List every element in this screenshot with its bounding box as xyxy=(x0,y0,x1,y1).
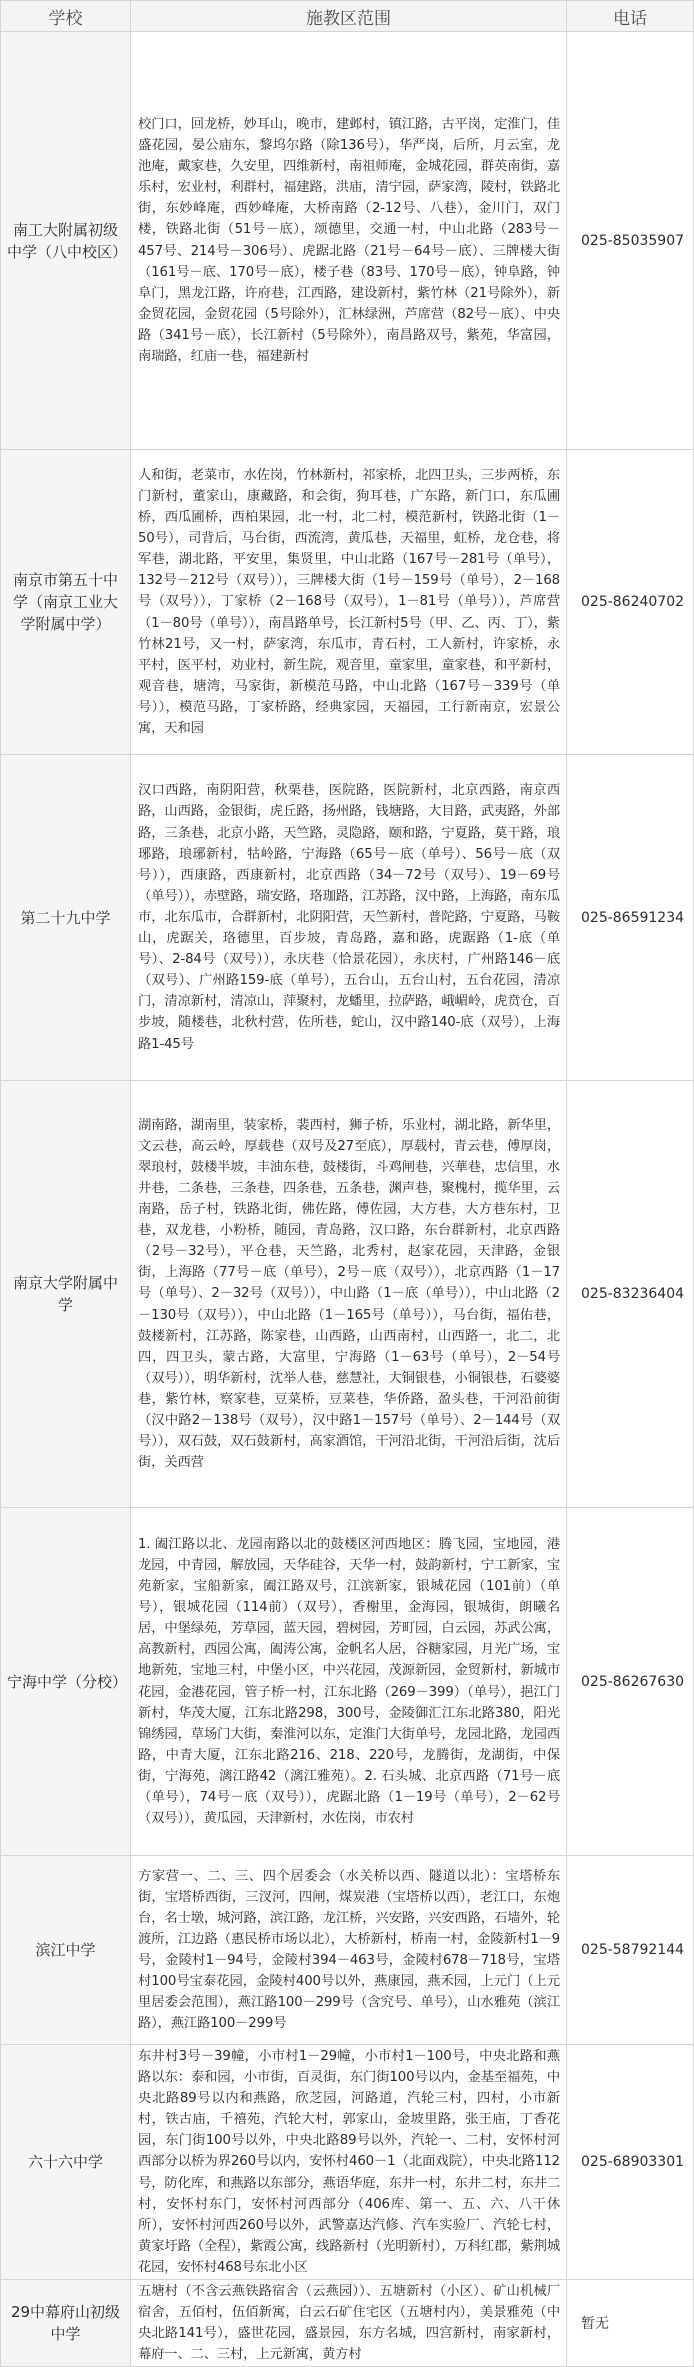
table-row xyxy=(1,450,694,755)
school-name: 南京大学附属中学 xyxy=(1,1081,131,1508)
header-area: 施教区范围 xyxy=(131,1,567,32)
table-row xyxy=(1,2045,694,2280)
district-range: 1. 阖江路以北、龙园南路以北的鼓楼区河西地区：腾飞园，宝地园，港龙园，中青园，解放园，天华硅谷，天华一村，鼓韵新村，宁工新家，宝苑新家，宝船新家，阖江路双号，江滨新家，银城花园（101前）（单号），银城花园（114前）（双号），香榭里，金海园，银城街，朗曦名居，中堡绿苑，芳草园，蓝天园，碧树园，芳町园，白云园，苏武公寓，高教新村，西园公寓，阖涛公寓，金帆名人居，谷糖家园，月光广场，宝地新苑，宝地三村，中堡小区，中兴花园，茂源新园，金贸新村，新城市花园，金港花园，管子桥一村，江东北路（269－399）（单号），挹江门新村，华茂大厦，江东北路298，300号，金陵御汇江东北路380，阳光锦绣园，草场门大街，秦淮河以东，定淮门大街单号，龙园北路，龙园西路，中青大厦，江东北路216、218、220号，龙腾街，龙湖街，中保街，宁海苑，漓江路42（漓江雅苑）。2. 石头城、北京西路（71号－底（单号），74号－底（双号）），虎踞北路（1－19号（单号），2－62号（双号）），黄瓜园，天津新村，水佐岗，市农村 xyxy=(131,1508,567,1856)
table-row xyxy=(1,32,694,450)
header-row xyxy=(1,1,694,32)
phone-number: 025-85035907 xyxy=(567,32,694,450)
district-range: 人和街，老菜市，水佐岗，竹林新村，祁家桥，北四卫头，三步两桥，东门新村，董家山，康藏路，和会街，狗耳巷，广东路，新门口，东瓜圃桥，西瓜圃桥，西柏果园，北一村，北二村，模范新村，铁路北街（1－50号），司背后，马台街，西流湾，黄瓜巷，天福里，虹桥，龙仓巷，将军巷，湖北路，平安里，集贤里，中山北路（167号－281号（单号），132号－212号（双号）），三牌楼大街（1号－159号（单号），2－168号（双号）），丁家桥（2－168号（双号），1－81号（单号）），芦席营（1－80号（单号）），南昌路单号，长江新村5号（甲、乙、丙、丁），紫竹林21号，又一村，萨家湾，东瓜市，青石村，工人新村，许家桥，永平村，医平村，劝业村，新生院，观音里，童家里，童家巷，和平新村，观音巷，塘湾，马家街，新模范马路，中山北路（167号－339号（单号）），模范马路，丁家桥路，经典家园，天福园，工行新南京，宏景公寓，天和园 xyxy=(131,450,567,755)
school-name: 滨江中学 xyxy=(1,1856,131,2045)
district-range: 五塘村（不含云燕铁路宿舍（云燕园））、五塘新村（小区）、矿山机械厂宿舍，五佰村，伍佰新寓，白云石矿住宅区（五塘村内），美景雅苑（中央北路141号），盛世花园，盛景园，东方名城，四宫新村，南家新村，幕府一、二、三村，上元新寓，黄方村 xyxy=(131,2280,567,2367)
phone-number: 025-83236404 xyxy=(567,1081,694,1508)
school-name: 南京市第五十中学（南京工业大学附属中学） xyxy=(1,450,131,755)
phone-number: 025-86591234 xyxy=(567,755,694,1081)
phone-number: 暂无 xyxy=(567,2280,694,2367)
table-row xyxy=(1,1856,694,2045)
district-range: 汉口西路，南阴阳营，秋栗巷，医院路，医院新村，北京西路，南京西路，山西路，金银街，虎丘路，扬州路，钱塘路，大目路，武夷路，外部路，三条巷，北京小路，天竺路，灵隐路，颐和路，宁夏路，莫干路，琅琊路，琅琊新村，牯岭路，宁海路（65号－底（单号）、56号－底（双号）），西康路，西康新村，北京西路（34－72号（双号）、19－69号（单号）），赤壁路，瑞安路，珞珈路，江苏路，汉中路，上海路，南东瓜市，北东瓜市，合群新村，北阴阳营，天竺新村，普陀路，宁夏路，马鞍山，虎踞关，珞德里，百步坡，青岛路，嘉和路，虎踞路（1-底（单号）、2-84号（双号）），永庆巷（恰景花园），永庆村，广州路146－底（双号）、广州路159-底（单号），五台山，五台山村，五台花园，清凉门，清凉新村，清凉山，萍聚村，龙蟠里，拉萨路，峨嵋岭，虎贲仓，百步坡，随楼巷，北秋村营，佐所巷，蛇山，汉中路140-底（双号），上海路1-45号 xyxy=(131,755,567,1081)
table-row xyxy=(1,755,694,1081)
school-name: 29中幕府山初级中学 xyxy=(1,2280,131,2367)
phone-number: 025-58792144 xyxy=(567,1856,694,2045)
table-row xyxy=(1,1508,694,1856)
school-name: 六十六中学 xyxy=(1,2045,131,2280)
district-range: 湖南路，湖南里，装家桥，裴西村，狮子桥，乐业村，湖北路，新华里，文云巷，高云岭，厚载巷（双号及27至底），厚载村，青云巷，傅厚岗，翠琅村，鼓楼半坡，丰油东巷，鼓楼街，斗鸡闸巷，兴華巷，忠信里，水井巷，二条巷，三条巷，四条巷，五条巷，渊声巷，聚槐村，揽华里，云南路，岳子村，铁路北街，佛佐路，傅佐园，大方巷，大方巷东村，卫巷，双龙巷，小粉桥，随园，青岛路，汉口路，东台群新村，北京西路（2号－32号），平仓巷，天竺路，北秀村，赵家花园，天津路，金银街，上海路（77号－底（单号），2号－底（双号）），北京西路（1－17号（单号）、2－32号（双号）），中山路（1－底（单号）），中山北路（2－130号（双号）），中山北路（1－165号（单号）），马台街，福佑巷，鼓楼新村，江苏路，陈家巷，山西路，山西南村，山西路一，北二，北四，四卫头，蒙古路，大富里，宁海路（1－63号（单号），2－54号（双号）），明华新村，沈举人巷，慈慧社，大铜银巷，小铜银巷，石婆婆巷，紫竹林，察家巷，豆菜桥，豆菜巷，华侨路，盈头巷，干河沿前街（汉中路2－138号（双号），汉中路1－157号（单号）、2－144号（双号）），双石鼓，双石鼓新村，高家酒馆，干河沿北街，干河沿后街，沈后街，关西营 xyxy=(131,1081,567,1508)
school-name: 第二十九中学 xyxy=(1,755,131,1081)
header-school: 学校 xyxy=(1,1,131,32)
table-row xyxy=(1,2280,694,2367)
table-row xyxy=(1,1081,694,1508)
header-phone: 电话 xyxy=(567,1,694,32)
phone-number: 025-68903301 xyxy=(567,2045,694,2280)
district-range: 方家营一、二、三、四个居委会（水关桥以西、隧道以北）：宝塔桥东街，宝塔桥西街，三汊河，四闸，煤炭港（宝塔桥以西），老江口，东炮台，名士墩，城河路，滨江路，龙江桥，兴安路，兴安西路，石墙外，轮渡所，江边路（惠民桥市场以北），大桥新村，桥南一村，金陵新村1－9号，金陵村1－94号，金陵村394－463号，金陵村678－718号，宝塔村100号宝泰花园，金陵村400号以外，燕康园，燕禾园，上元门（上元里居委会范围），燕江路100－299号（含究号、单号），山水雅苑（滨江路），燕江路100－299号 xyxy=(131,1856,567,2045)
phone-number: 025-86240702 xyxy=(567,450,694,755)
school-name: 宁海中学（分校） xyxy=(1,1508,131,1856)
district-range: 校门口，回龙桥，妙耳山，晚市，建邺村，镇江路，古平岗，定淮门，佳盛花园，晏公庙东，黎坞尔路（除136号），华严岗，后所，月云室，龙池庵，戴家巷，久安里，四维新村，南祖师庵，金城花园，群英南街，嘉乐村，宏业村，利群村，福建路，洪庙，清宁园，萨家湾，陵村，铁路北街，东妙峰庵，西妙峰庵，大桥南路（2-12号、八巷），金川门，双门楼，铁路北街（51号－底），颂德里，交通一村，中山北路（283号－457号、214号－306号）、虎踞北路（21号－64号－底）、三牌楼大街（161号－底、170号－底），楼子巷（83号、170号－底），钟阜路，钟阜门，黑龙江路，许府巷，江西路，建设新村，紫竹林（21号除外），新金贸花园，金贸花园（5号除外），汇林绿洲，芦席营（82号－底）、中央路（341号－底），长江新村（5号除外），南昌路双号，紫苑，华富园，南瑞路，红庙一巷，福建新村 xyxy=(131,32,567,450)
district-range: 东井村3号－39幢，小市村1－29幢，小市村1－100号，中央北路和燕路以东：泰和园，小市街，百灵街，东门街100号以内，金基至福苑，中央北路89号以内和燕路，欣芝园，河路道，汽轮三村，四村，小市新村，铁古庙，千禧苑，汽轮大村，郭家山，金坡里路，张王庙，丁香花园，东门街100号以外，中央北路89号以外，汽轮一、二村，安怀村河西部分以桥为界260号以内，安怀村460－1（北面戏院），中央北路112号，防化库，和燕路以东部分，燕语华庭，东井一村，东井二村，东井二村，安怀村东门，安怀村河西部分（406库、第一、五、六、八干休所），安怀村河西260号以外，武警嘉达汽修、汽车实验厂、汽轮七村，黄家圩路（全程），紫霞公寓，线路新村（光明新村），万科红郡，紫荆城花园，安怀村468号东北小区 xyxy=(131,2045,567,2280)
school-name: 南工大附属初级中学（八中校区） xyxy=(1,32,131,450)
phone-number: 025-86267630 xyxy=(567,1508,694,1856)
